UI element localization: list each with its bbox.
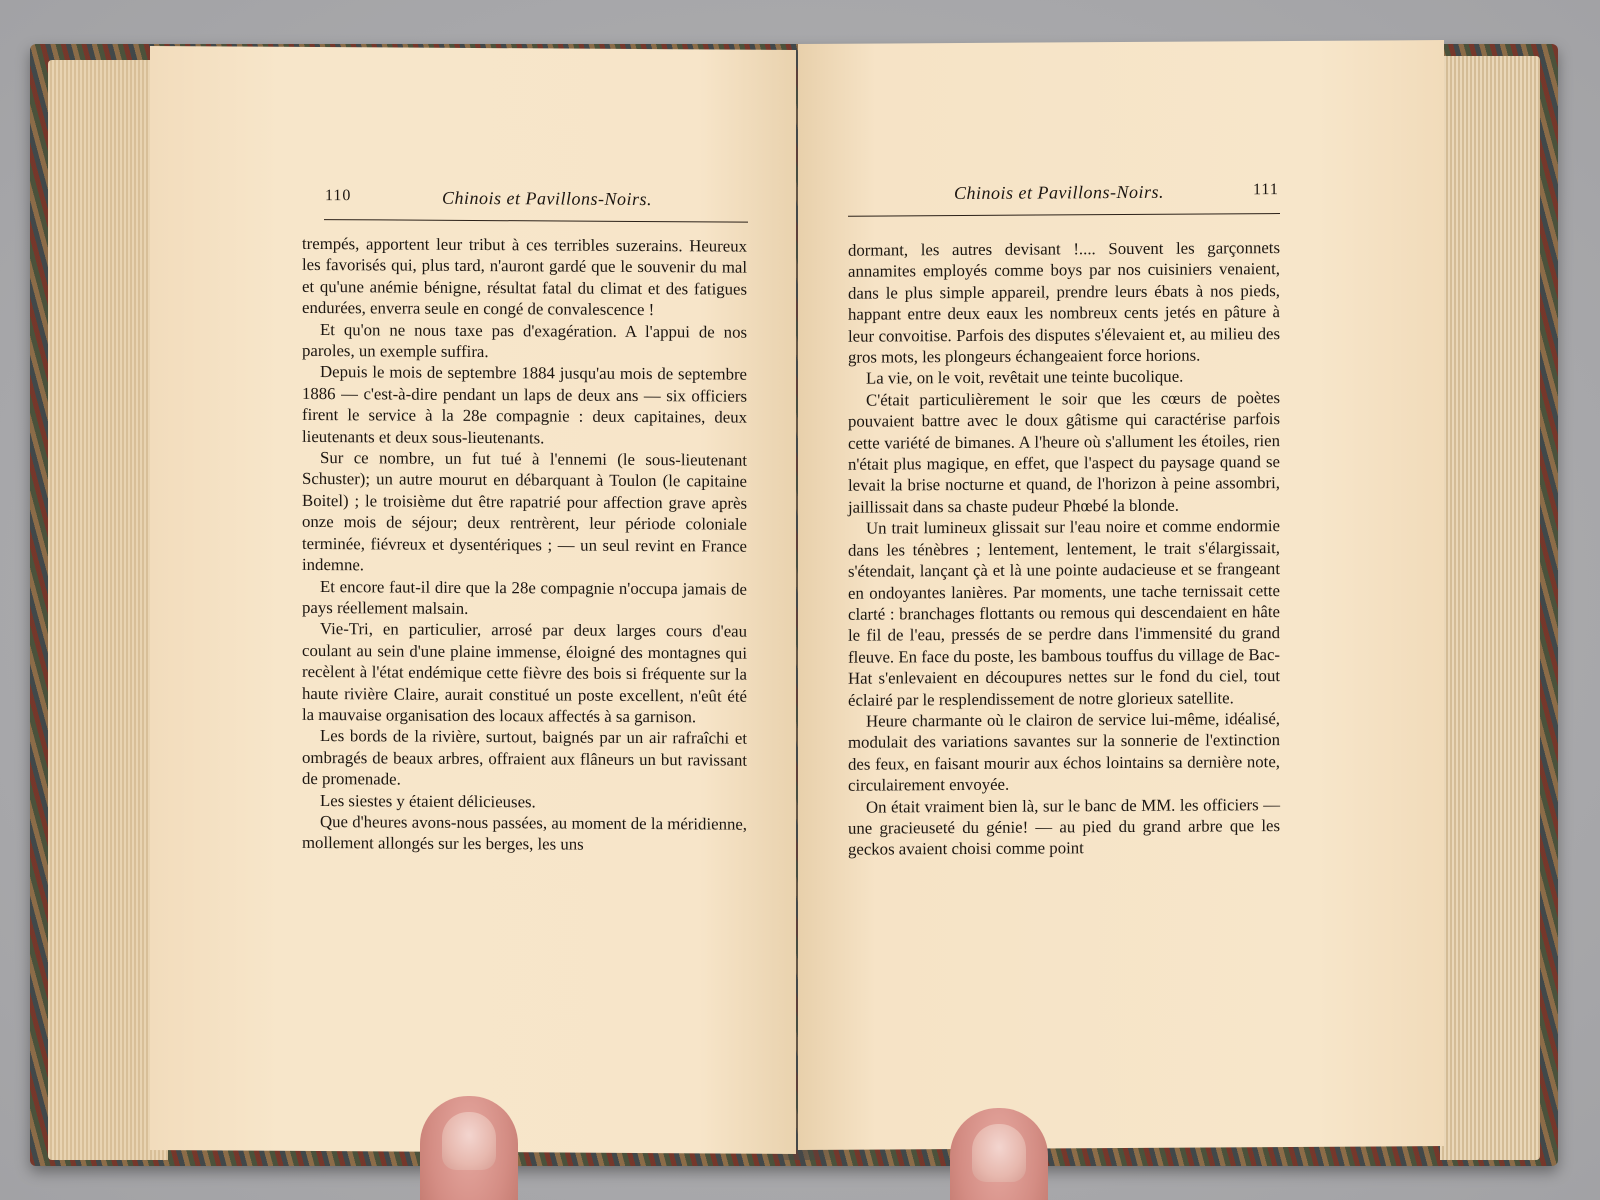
page-number-left: 110	[325, 187, 352, 205]
running-title-right: Chinois et Pavillons-Noirs.	[954, 181, 1165, 204]
paragraph: Et qu'on ne nous taxe pas d'exagération. A l'appui de nos paroles, un exemple suffira.	[302, 319, 747, 362]
paragraph: Les siestes y étaient délicieuses.	[320, 790, 536, 811]
head-rule-right	[848, 213, 1280, 217]
left-text-block	[302, 233, 747, 856]
paragraph: Et encore faut-il dire que la 28e compagnie n'occupa jamais de pays réellement malsain.	[302, 576, 747, 618]
paragraph: Depuis le mois de septembre 1884 jusqu'au mois de septembre 1886 — c'est-à-dire pendant un laps de deux ans — six officiers firent le service à la 28e compagnie : deux capitaines, deux lieutenants et deux sous-lieutenants.	[302, 362, 747, 448]
right-thumbnail-nail	[972, 1124, 1026, 1182]
paragraph: Sur ce nombre, un fut tué à l'ennemi (le sous-lieutenant Schuster); un autre mourut en débarquant à Toulon (le capitaine Boitel) ; le troisième dut être rapatrié pour affection grave après onze mois de séjour; deux rentrèrent, leur période coloniale terminée, fiévreux et dysentériques ; — un seul revint en France indemne.	[302, 448, 747, 575]
right-page	[798, 40, 1444, 1150]
right-text-block	[848, 237, 1280, 860]
paragraph: trempés, apportent leur tribut à ces terribles suzerains. Heureux les favorisés qui, plus tard, n'auront gardé que le souvenir du mal et qu'une anémie bénigne, résultat fatal du climat et des fatigues endurées, enverra seule en congé de convalescence !	[302, 233, 747, 320]
paragraph: Vie-Tri, en particulier, arrosé par deux larges cours d'eau coulant au sein d'une plaine immense, éloigné des montagnes qui recèlent à l'état endémique cette fièvre des bois si fréquente sur la haute rivière Claire, aurait constitué un poste excellent, n'eût été la mauvaise organisation des locaux affectés à sa garnison.	[302, 619, 747, 727]
page-number-right: 111	[1253, 181, 1279, 199]
head-rule-left	[324, 219, 748, 223]
right-running-head	[798, 180, 1444, 214]
right-thumb	[950, 1108, 1048, 1200]
paragraph: On était vraiment bien là, sur le banc de MM. les officiers — une gracieuseté du génie! — au pied du grand arbre que les geckos avaient choisi comme point	[848, 794, 1280, 860]
paragraph: Les bords de la rivière, surtout, baignés par un air rafraîchi et ombragés de beaux arbres, offraient aux flâneurs un but ravissant de promenade.	[302, 726, 747, 789]
left-thumb	[420, 1096, 518, 1200]
left-page	[150, 46, 796, 1154]
left-running-head	[150, 186, 796, 220]
paragraph: La vie, on le voit, revêtait une teinte bucolique.	[866, 367, 1184, 389]
paragraph: C'était particulièrement le soir que les cœurs de poètes pouvaient battre avec le doux gâtisme qui caractérise parfois cette variété de bimanes. A l'heure où s'allument les étoiles, rien n'était plus magique, en effet, que l'aspect du paysage quand se levait la brise nocturne et quand, de l'horizon à peine assombri, jaillissait dans sa chaste pudeur Phœbé la blonde.	[848, 387, 1280, 517]
paragraph: Heure charmante où le clairon de service lui-même, idéalisé, modulait des variations savantes sur la sonnerie de l'extinction des feux, en faisant mourir aux échos lointains sa dernière note, circulairement envoyée.	[848, 708, 1280, 795]
page-edges-right	[1440, 56, 1540, 1160]
paragraph: dormant, les autres devisant !.... Souvent les garçonnets annamites employés comme boys par nos cuisiniers venaient, dans le plus simple appareil, prendre leurs ébats à nos pieds, happant entre deux eaux les nombreux cents jetés en pâture à leur convoitise. Parfois des disputes s'élevaient et, au milieu des gros mots, les plongeurs échangeaient force horions.	[848, 238, 1280, 367]
paragraph: Que d'heures avons-nous passées, au moment de la méridienne, mollement allongés sur les berges, les uns	[302, 812, 747, 855]
left-thumbnail-nail	[442, 1112, 496, 1170]
running-title-left: Chinois et Pavillons-Noirs.	[442, 187, 653, 210]
paragraph: Un trait lumineux glissait sur l'eau noire et comme endormie dans les ténèbres ; lentement, lentement, le trait s'élargissait, s'étendait, lançant çà et là une pointe audacieuse et se frangeant en ondoyantes lanières. Par moments, une tache ternissait cette clarté : branchages flottants ou remous qui descendaient en hâte le fil de l'eau, pressés de se perdre dans l'immensité du grand fleuve. En face du poste, les bambous touffus du village de Bac-Hat s'enlevaient en découpures nettes sur le fond du ciel, tout éclairé par le resplendissement de notre glorieux satellite.	[848, 516, 1280, 710]
